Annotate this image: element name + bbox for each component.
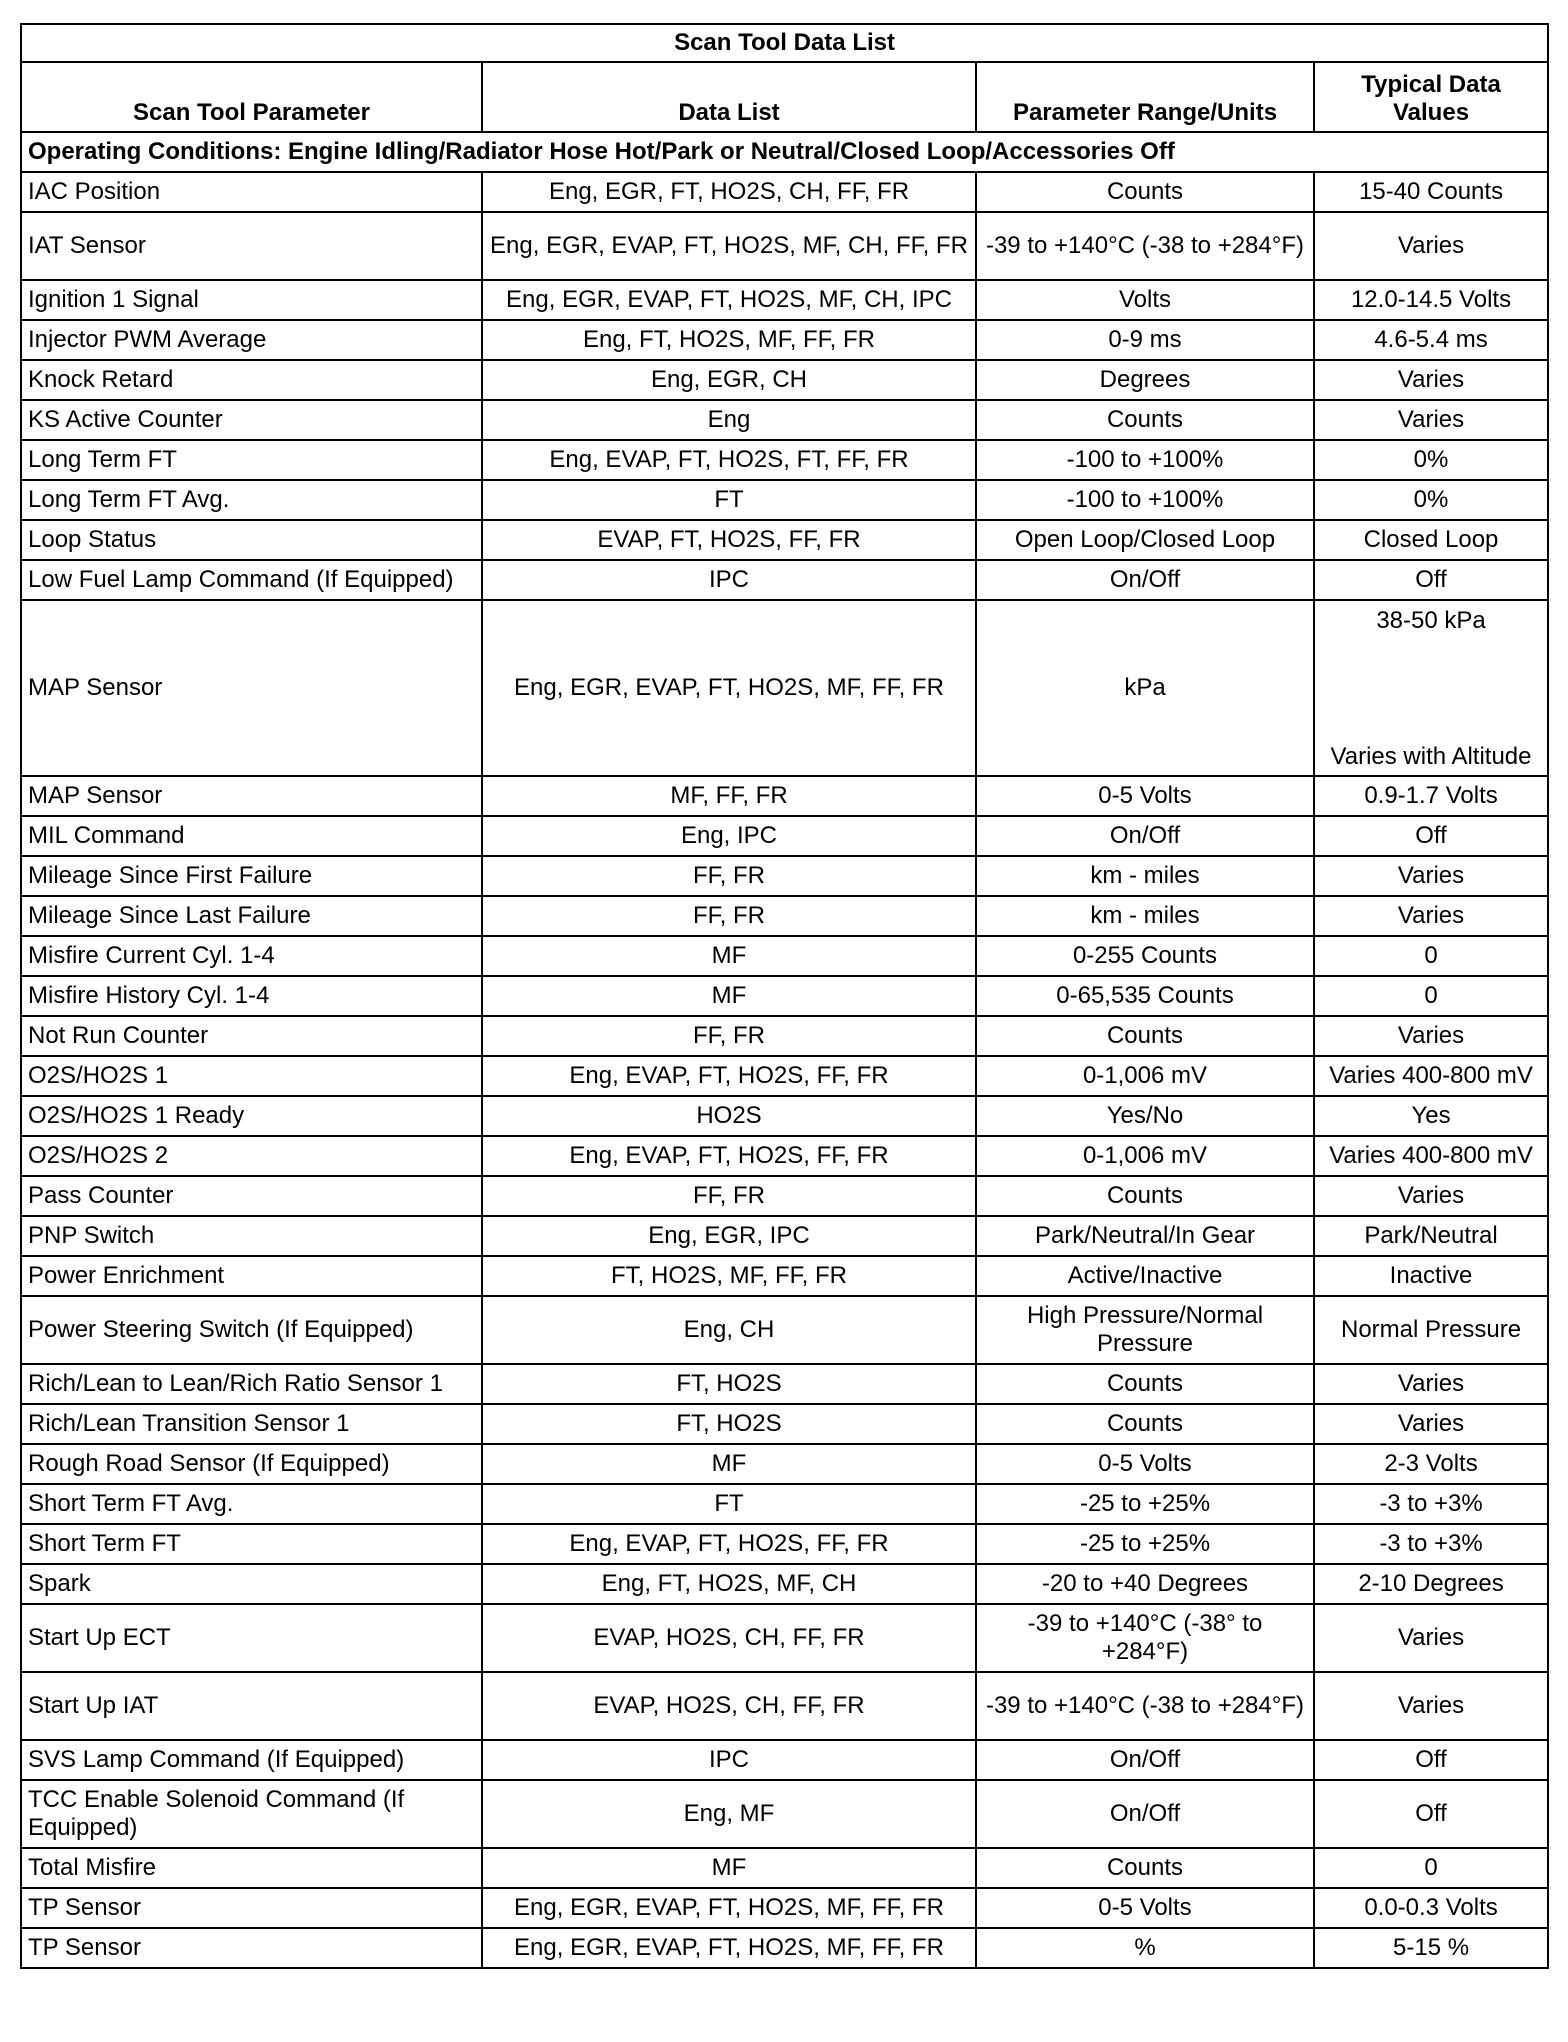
typical-value-cell: Off [1314,1780,1548,1848]
typical-value-cell: Closed Loop [1314,520,1548,560]
typical-value-cell: 12.0-14.5 Volts [1314,280,1548,320]
data-list-cell: Eng, EVAP, FT, HO2S, FT, FF, FR [482,440,976,480]
range-cell: -100 to +100% [976,480,1314,520]
data-list-cell: Eng, FT, HO2S, MF, CH [482,1564,976,1604]
parameter-cell: Low Fuel Lamp Command (If Equipped) [21,560,482,600]
typical-value-cell: -3 to +3% [1314,1484,1548,1524]
header-parameter: Scan Tool Parameter [21,62,482,132]
range-cell: -39 to +140°C (-38° to +284°F) [976,1604,1314,1672]
data-list-cell: FF, FR [482,1176,976,1216]
range-cell: 0-9 ms [976,320,1314,360]
typical-value-cell: 0 [1314,936,1548,976]
table-row [21,1296,1548,1364]
range-cell: On/Off [976,1780,1314,1848]
typical-value-cell: 0% [1314,480,1548,520]
table-row [21,480,1548,520]
table-row [21,1888,1548,1928]
typical-value-cell: Varies [1314,360,1548,400]
typical-value-cell: Varies [1314,1404,1548,1444]
table-row [21,520,1548,560]
parameter-cell: Misfire History Cyl. 1-4 [21,976,482,1016]
table-row [21,440,1548,480]
parameter-cell: Rich/Lean to Lean/Rich Ratio Sensor 1 [21,1364,482,1404]
data-list-cell: IPC [482,1740,976,1780]
typical-value-cell: 5-15 % [1314,1928,1548,1968]
table-row [21,1216,1548,1256]
header-range: Parameter Range/Units [976,62,1314,132]
typical-value-cell: -3 to +3% [1314,1524,1548,1564]
data-list-cell: EVAP, HO2S, CH, FF, FR [482,1672,976,1740]
table-row [21,1484,1548,1524]
data-list-cell: FF, FR [482,1016,976,1056]
parameter-cell: TP Sensor [21,1888,482,1928]
typical-value-cell: Inactive [1314,1256,1548,1296]
parameter-cell: Knock Retard [21,360,482,400]
data-list-cell: Eng, EVAP, FT, HO2S, FF, FR [482,1136,976,1176]
typical-value-cell: Varies [1314,1364,1548,1404]
parameter-cell: Total Misfire [21,1848,482,1888]
parameter-cell: Short Term FT Avg. [21,1484,482,1524]
typical-value-cell: Off [1314,1740,1548,1780]
table-row [21,172,1548,212]
typical-value-cell: Varies [1314,400,1548,440]
parameter-cell: O2S/HO2S 1 Ready [21,1096,482,1136]
range-cell: On/Off [976,1740,1314,1780]
table-row [21,1564,1548,1604]
parameter-cell: MAP Sensor [21,600,482,776]
typical-value-cell: Varies 400-800 mV [1314,1136,1548,1176]
operating-conditions-row [21,132,1548,172]
parameter-cell: TP Sensor [21,1928,482,1968]
data-list-cell: MF [482,1848,976,1888]
data-list-cell: MF, FF, FR [482,776,976,816]
range-cell: -39 to +140°C (-38 to +284°F) [976,212,1314,280]
parameter-cell: Mileage Since First Failure [21,856,482,896]
data-list-cell: MF [482,976,976,1016]
range-cell: 0-1,006 mV [976,1136,1314,1176]
data-list-cell: Eng, EGR, EVAP, FT, HO2S, MF, FF, FR [482,1928,976,1968]
table-row [21,1016,1548,1056]
parameter-cell: MAP Sensor [21,776,482,816]
range-cell: Counts [976,1404,1314,1444]
parameter-cell: TCC Enable Solenoid Command (If Equipped) [21,1780,482,1848]
parameter-cell: Spark [21,1564,482,1604]
parameter-cell: IAC Position [21,172,482,212]
parameter-cell: Long Term FT Avg. [21,480,482,520]
data-list-cell: EVAP, FT, HO2S, FF, FR [482,520,976,560]
parameter-cell: Mileage Since Last Failure [21,896,482,936]
data-list-cell: Eng, EGR, FT, HO2S, CH, FF, FR [482,172,976,212]
table-row [21,976,1548,1016]
typical-value-cell: Off [1314,816,1548,856]
typical-value-cell: 2-10 Degrees [1314,1564,1548,1604]
range-cell: Counts [976,1176,1314,1216]
range-cell: Degrees [976,360,1314,400]
range-cell: Counts [976,1364,1314,1404]
parameter-cell: Not Run Counter [21,1016,482,1056]
range-cell: 0-5 Volts [976,1888,1314,1928]
header-data-list: Data List [482,62,976,132]
table-row [21,1176,1548,1216]
table-row [21,1404,1548,1444]
typical-value-cell: Varies [1314,856,1548,896]
parameter-cell: Short Term FT [21,1524,482,1564]
data-list-cell: EVAP, HO2S, CH, FF, FR [482,1604,976,1672]
typical-value-cell: Varies [1314,1176,1548,1216]
range-cell: Counts [976,1016,1314,1056]
typical-value-cell [1314,600,1548,776]
table-row [21,212,1548,280]
typical-value-cell: 15-40 Counts [1314,172,1548,212]
header-typical: Typical Data Values [1314,62,1548,132]
parameter-cell: Injector PWM Average [21,320,482,360]
range-cell: 0-255 Counts [976,936,1314,976]
range-cell: -20 to +40 Degrees [976,1564,1314,1604]
typical-value-cell: Varies [1314,896,1548,936]
typical-value-cell: Varies 400-800 mV [1314,1056,1548,1096]
table-header-row [21,62,1548,132]
table-row [21,1604,1548,1672]
range-cell: km - miles [976,896,1314,936]
parameter-cell: PNP Switch [21,1216,482,1256]
data-list-cell: FT, HO2S, MF, FF, FR [482,1256,976,1296]
table-row [21,1096,1548,1136]
parameter-cell: MIL Command [21,816,482,856]
data-list-cell: MF [482,1444,976,1484]
data-list-cell: Eng, EGR, EVAP, FT, HO2S, MF, CH, IPC [482,280,976,320]
data-list-cell: FF, FR [482,896,976,936]
typical-value-stack [1321,603,1541,773]
typical-value-cell: 0 [1314,976,1548,1016]
data-list-cell: FT, HO2S [482,1364,976,1404]
range-cell: Yes/No [976,1096,1314,1136]
parameter-cell: Power Steering Switch (If Equipped) [21,1296,482,1364]
parameter-cell: Rich/Lean Transition Sensor 1 [21,1404,482,1444]
range-cell: Park/Neutral/In Gear [976,1216,1314,1256]
range-cell: On/Off [976,560,1314,600]
table-row [21,776,1548,816]
range-cell: -39 to +140°C (-38 to +284°F) [976,1672,1314,1740]
table-row [21,320,1548,360]
table-row [21,560,1548,600]
range-cell: -25 to +25% [976,1524,1314,1564]
table-row [21,1256,1548,1296]
data-list-cell: Eng, FT, HO2S, MF, FF, FR [482,320,976,360]
typical-value-cell: 0.9-1.7 Volts [1314,776,1548,816]
typical-value-cell: Varies [1314,1672,1548,1740]
parameter-cell: O2S/HO2S 2 [21,1136,482,1176]
data-list-cell: Eng, EGR, EVAP, FT, HO2S, MF, CH, FF, FR [482,212,976,280]
typical-value-cell: Normal Pressure [1314,1296,1548,1364]
table-title-row [21,24,1548,62]
table-row [21,360,1548,400]
parameter-cell: Start Up IAT [21,1672,482,1740]
table-row [21,1928,1548,1968]
table-title: Scan Tool Data List [21,24,1548,62]
typical-value-cell: Off [1314,560,1548,600]
range-cell: Open Loop/Closed Loop [976,520,1314,560]
parameter-cell: Rough Road Sensor (If Equipped) [21,1444,482,1484]
table-row [21,280,1548,320]
range-cell: -100 to +100% [976,440,1314,480]
range-cell: % [976,1928,1314,1968]
range-cell: 0-5 Volts [976,1444,1314,1484]
data-list-cell: Eng, EVAP, FT, HO2S, FF, FR [482,1056,976,1096]
typical-value-cell: 4.6-5.4 ms [1314,320,1548,360]
table-row [21,1672,1548,1740]
typical-value-cell: 2-3 Volts [1314,1444,1548,1484]
table-row [21,1136,1548,1176]
data-list-cell: Eng, MF [482,1780,976,1848]
typical-value-cell: Varies [1314,1604,1548,1672]
parameter-cell: Start Up ECT [21,1604,482,1672]
data-list-cell: Eng, EGR, IPC [482,1216,976,1256]
range-cell: -25 to +25% [976,1484,1314,1524]
parameter-cell: Ignition 1 Signal [21,280,482,320]
data-list-cell: Eng [482,400,976,440]
range-cell: On/Off [976,816,1314,856]
data-list-cell: Eng, EGR, EVAP, FT, HO2S, MF, FF, FR [482,1888,976,1928]
typical-value-cell: Varies [1314,1016,1548,1056]
data-list-cell: FT [482,1484,976,1524]
operating-conditions: Operating Conditions: Engine Idling/Radiator Hose Hot/Park or Neutral/Closed Loop/Accessories Off [21,132,1548,172]
parameter-cell: O2S/HO2S 1 [21,1056,482,1096]
data-list-cell: Eng, EVAP, FT, HO2S, FF, FR [482,1524,976,1564]
typical-value-cell: Yes [1314,1096,1548,1136]
range-cell: High Pressure/Normal Pressure [976,1296,1314,1364]
parameter-cell: SVS Lamp Command (If Equipped) [21,1740,482,1780]
table-row [21,1740,1548,1780]
data-list-cell: Eng, EGR, EVAP, FT, HO2S, MF, FF, FR [482,600,976,776]
parameter-cell: Pass Counter [21,1176,482,1216]
parameter-cell: Loop Status [21,520,482,560]
typical-value-cell: 0% [1314,440,1548,480]
data-list-cell: FT [482,480,976,520]
range-cell: Counts [976,172,1314,212]
range-cell: 0-65,535 Counts [976,976,1314,1016]
range-cell: Volts [976,280,1314,320]
data-list-cell: MF [482,936,976,976]
range-cell: kPa [976,600,1314,776]
table-row [21,400,1548,440]
parameter-cell: KS Active Counter [21,400,482,440]
range-cell: km - miles [976,856,1314,896]
typical-value: 38-50 kPa [1376,607,1486,634]
range-cell: 0-1,006 mV [976,1056,1314,1096]
table-row [21,1524,1548,1564]
data-list-cell: HO2S [482,1096,976,1136]
table-row [21,816,1548,856]
range-cell: 0-5 Volts [976,776,1314,816]
table-row [21,1364,1548,1404]
scan-tool-data-table [20,23,1549,1969]
data-list-cell: Eng, CH [482,1296,976,1364]
parameter-cell: Power Enrichment [21,1256,482,1296]
table-row [21,936,1548,976]
parameter-cell: Long Term FT [21,440,482,480]
data-list-cell: Eng, IPC [482,816,976,856]
typical-value-cell: 0 [1314,1848,1548,1888]
typical-value-cell: 0.0-0.3 Volts [1314,1888,1548,1928]
table-row [21,600,1548,776]
typical-value-cell: Varies [1314,212,1548,280]
range-cell: Active/Inactive [976,1256,1314,1296]
table-row [21,896,1548,936]
table-row [21,1444,1548,1484]
range-cell: Counts [976,1848,1314,1888]
data-list-cell: FF, FR [482,856,976,896]
table-row [21,856,1548,896]
table-row [21,1056,1548,1096]
data-list-cell: IPC [482,560,976,600]
table-row [21,1780,1548,1848]
table-row [21,1848,1548,1888]
typical-value-cell: Park/Neutral [1314,1216,1548,1256]
parameter-cell: IAT Sensor [21,212,482,280]
data-list-cell: Eng, EGR, CH [482,360,976,400]
typical-value-note: Varies with Altitude [1330,743,1532,770]
range-cell: Counts [976,400,1314,440]
data-list-cell: FT, HO2S [482,1404,976,1444]
parameter-cell: Misfire Current Cyl. 1-4 [21,936,482,976]
